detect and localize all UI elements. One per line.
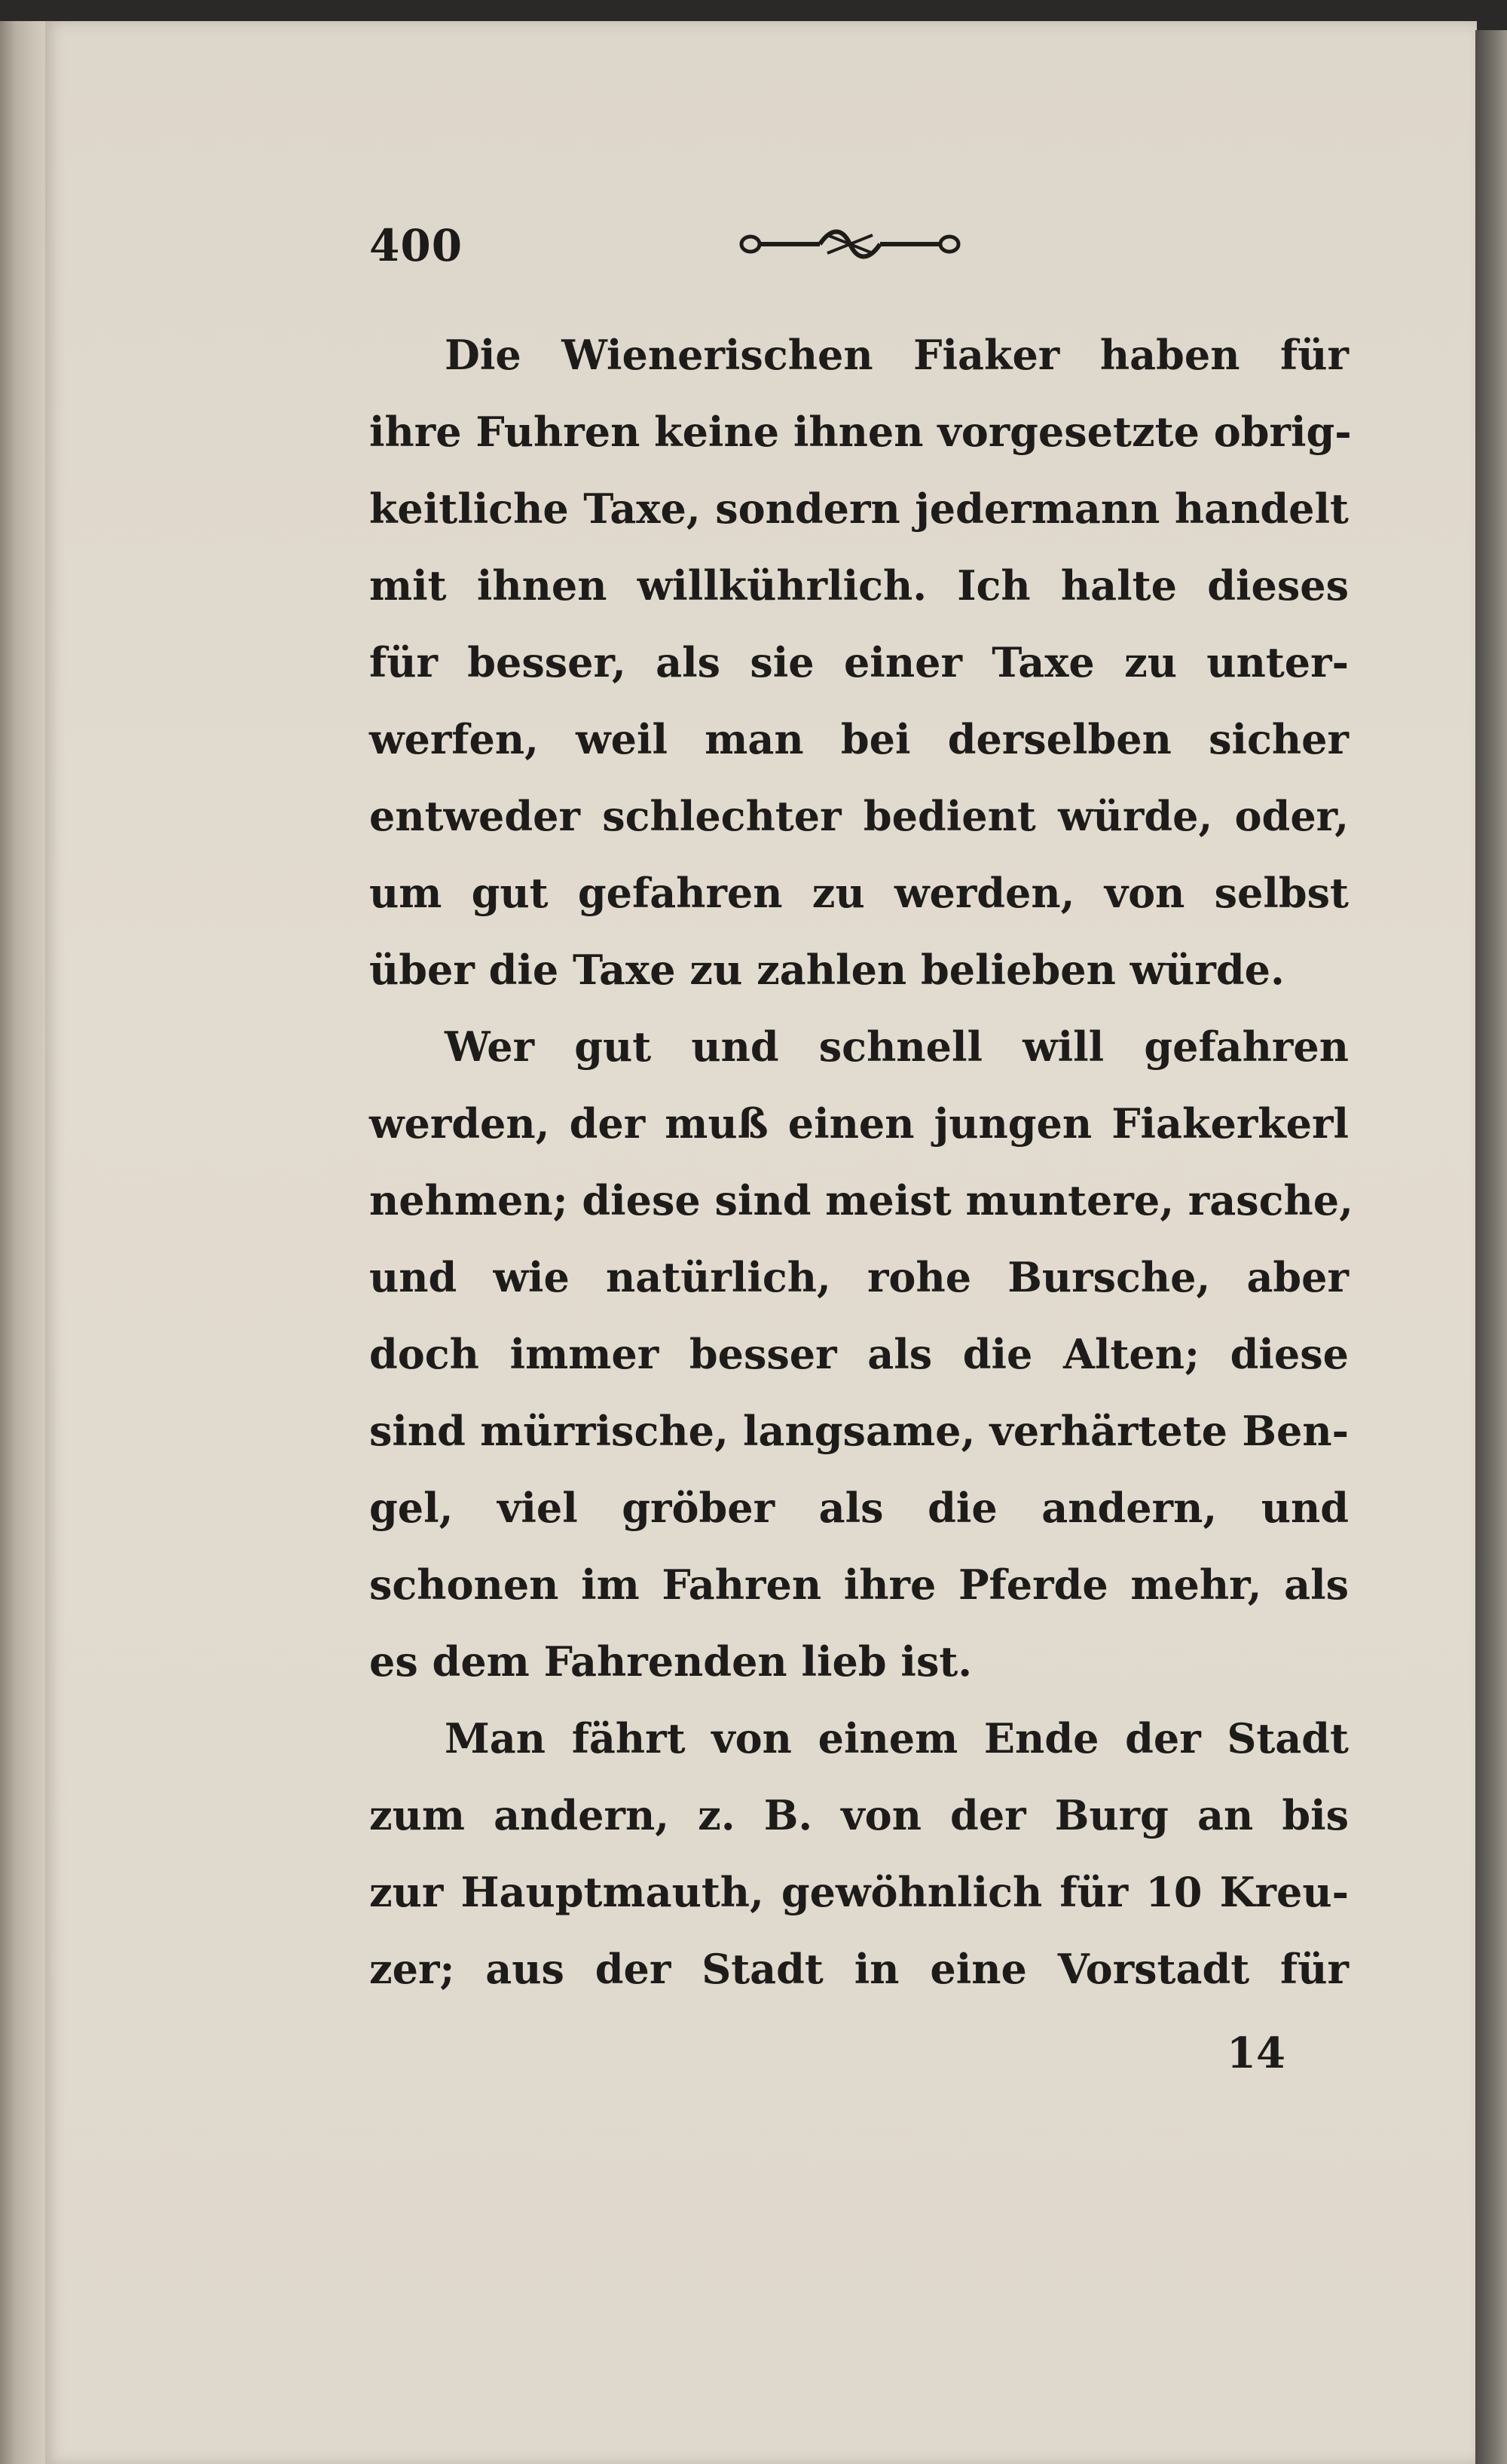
text-line: ihre Fuhren keine ihnen vorgesetzte obrig-: [369, 408, 1352, 456]
text-line: um gut gefahren zu werden, von selbst: [369, 869, 1349, 917]
text-line: gel, viel gröber als die andern, und: [369, 1484, 1349, 1532]
signature-mark: 14: [1227, 2028, 1285, 2078]
text-line: werden, der muß einen jungen Fiakerkerl: [369, 1099, 1349, 1148]
text-line: mit ihnen willkührlich. Ich halte dieses: [369, 561, 1349, 610]
text-line: schonen im Fahren ihre Pferde mehr, als: [369, 1561, 1349, 1609]
text-line: zum andern, z. B. von der Burg an bis: [369, 1791, 1349, 1839]
body-text: [369, 316, 1353, 2007]
paragraph: [369, 1700, 1349, 2007]
text-line: sind mürrische, langsame, verhärtete Ben-: [369, 1407, 1349, 1455]
text-line: für besser, als sie einer Taxe zu unter-: [369, 638, 1349, 686]
text-line: Man fährt von einem Ende der Stadt: [445, 1714, 1349, 1762]
text-line: Wer gut und schnell will gefahren: [445, 1023, 1349, 1071]
page-header: [369, 220, 1349, 280]
text-line: nehmen; diese sind meist muntere, rasche,: [369, 1176, 1353, 1224]
text-line: doch immer besser als die Alten; diese: [369, 1330, 1349, 1378]
binding-edge: [1475, 30, 1507, 2464]
text-line: Die Wienerischen Fiaker haben für: [445, 331, 1349, 379]
text-line: keitliche Taxe, sondern jedermann handelt: [369, 485, 1349, 533]
text-line: werfen, weil man bei derselben sicher: [369, 715, 1349, 763]
ornament-icon: [737, 220, 963, 268]
text-line: zer; aus der Stadt in eine Vorstadt für: [369, 1945, 1349, 1993]
paragraph: [369, 1008, 1353, 1700]
paragraph: [369, 316, 1352, 1008]
text-line: und wie natürlich, rohe Bursche, aber: [369, 1253, 1349, 1301]
text-line: zur Hauptmauth, gewöhnlich für 10 Kreu-: [369, 1868, 1349, 1916]
page-number: 400: [369, 220, 463, 271]
text-line: entweder schlechter bedient würde, oder,: [369, 792, 1349, 840]
text-line: über die Taxe zu zahlen belieben würde.: [369, 946, 1285, 994]
text-line: es dem Fahrenden lieb ist.: [369, 1637, 973, 1686]
